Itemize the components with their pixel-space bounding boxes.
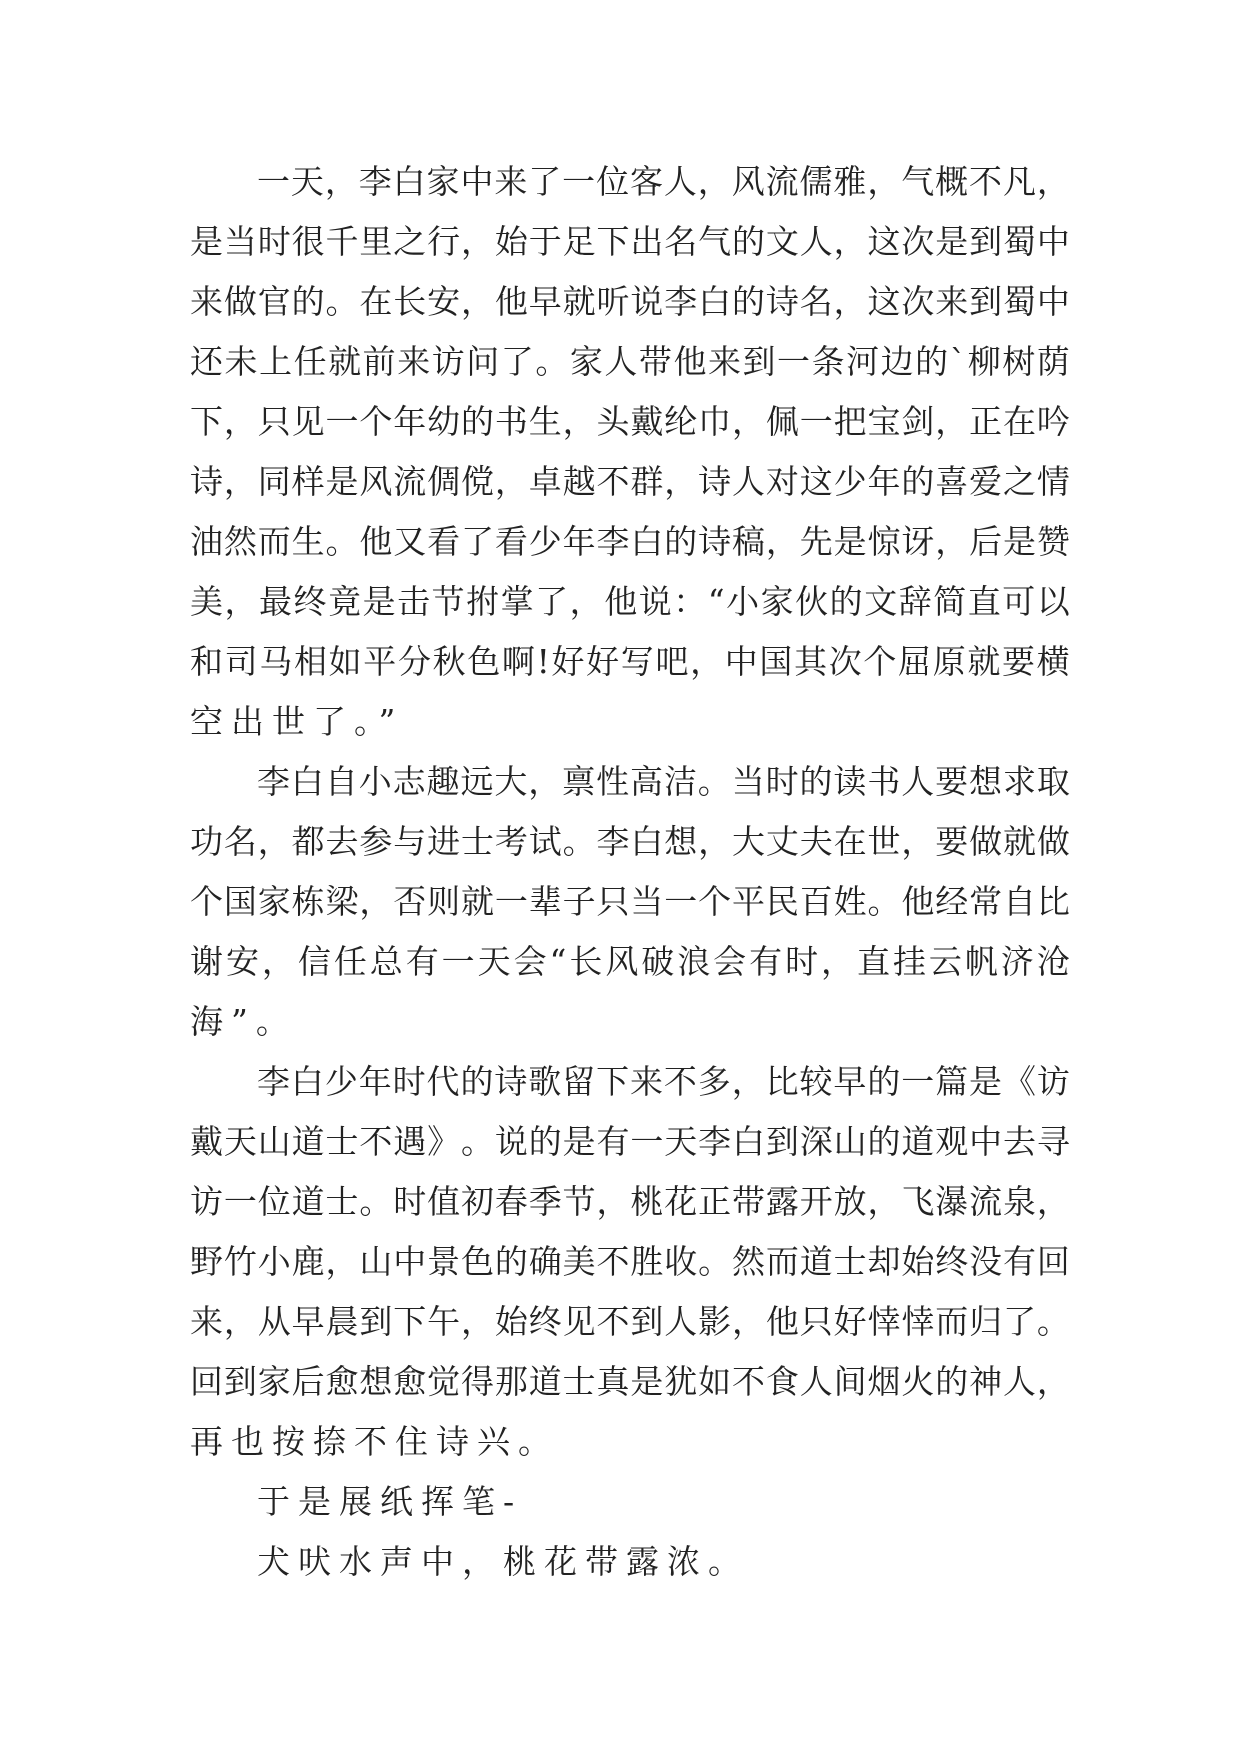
text-line: 还 未 上 任 就 前 来 访 问 了 。 家 人 带 他 来 到 一 条 河 边 的 ` 柳 树 荫 xyxy=(190,342,1070,381)
text-line: 和 司 马 相 如 平 分 秋 色 啊 ! 好 好 写 吧 ， 中 国 其 次 个 屈 原 就 要 横 xyxy=(190,642,1070,681)
text-line: 来 做 官 的 。 在 长 安 ， 他 早 就 听 说 李 白 的 诗 名 ， 这 次 来 到 蜀 中 xyxy=(190,282,1070,321)
text-line: 美 ， 最 终 竟 是 击 节 拊 掌 了 ， 他 说 ： “ 小 家 伙 的 文 辞 简 直 可 以 xyxy=(190,582,1070,621)
text-line: 于是展纸挥笔- xyxy=(257,1482,523,1521)
text-line: 野 竹 小 鹿 ， 山 中 景 色 的 确 美 不 胜 收 。 然 而 道 士 却 始 终 没 有 回 xyxy=(190,1242,1070,1281)
text-line: 一 天 ， 李 白 家 中 来 了 一 位 客 人 ， 风 流 儒 雅 ， 气 概 不 凡 ， xyxy=(257,162,1070,201)
text-line: 个 国 家 栋 梁 ， 否 则 就 一 辈 子 只 当 一 个 平 民 百 姓 。 他 经 常 自 比 xyxy=(190,882,1070,921)
text-line: 空出世了。” xyxy=(190,702,404,741)
text-line: 李 白 少 年 时 代 的 诗 歌 留 下 来 不 多 ， 比 较 早 的 一 篇 是 《 访 xyxy=(257,1062,1070,1101)
text-line: 来 ， 从 早 晨 到 下 午 ， 始 终 见 不 到 人 影 ， 他 只 好 悻 悻 而 归 了 。 xyxy=(190,1302,1070,1341)
text-line: 再也按捺不住诗兴。 xyxy=(190,1422,559,1461)
text-line: 李 白 自 小 志 趣 远 大 ， 禀 性 高 洁 。 当 时 的 读 书 人 要 想 求 取 xyxy=(257,762,1070,801)
text-line: 下 ， 只 见 一 个 年 幼 的 书 生 ， 头 戴 纶 巾 ， 佩 一 把 宝 剑 ， 正 在 吟 xyxy=(190,402,1070,441)
text-line: 海”。 xyxy=(190,1002,297,1041)
text-line: 回 到 家 后 愈 想 愈 觉 得 那 道 士 真 是 犹 如 不 食 人 间 烟 火 的 神 人 ， xyxy=(190,1362,1070,1401)
text-line: 是 当 时 很 千 里 之 行 ， 始 于 足 下 出 名 气 的 文 人 ， 这 次 是 到 蜀 中 xyxy=(190,222,1070,261)
text-line: 访 一 位 道 士 。 时 值 初 春 季 节 ， 桃 花 正 带 露 开 放 ， 飞 瀑 流 泉 ， xyxy=(190,1182,1070,1221)
text-line: 油 然 而 生 。 他 又 看 了 看 少 年 李 白 的 诗 稿 ， 先 是 惊 讶 ， 后 是 赞 xyxy=(190,522,1070,561)
text-line: 功 名 ， 都 去 参 与 进 士 考 试 。 李 白 想 ， 大 丈 夫 在 世 ， 要 做 就 做 xyxy=(190,822,1070,861)
text-line: 诗 ， 同 样 是 风 流 倜 傥 ， 卓 越 不 群 ， 诗 人 对 这 少 年 的 喜 爱 之 情 xyxy=(190,462,1070,501)
text-line: 谢 安 ， 信 任 总 有 一 天 会 “ 长 风 破 浪 会 有 时 ， 直 挂 云 帆 济 沧 xyxy=(190,942,1070,981)
text-line: 戴 天 山 道 士 不 遇 》 。 说 的 是 有 一 天 李 白 到 深 山 的 道 观 中 去 寻 xyxy=(190,1122,1070,1161)
text-line: 犬吠水声中，桃花带露浓。 xyxy=(257,1542,749,1581)
